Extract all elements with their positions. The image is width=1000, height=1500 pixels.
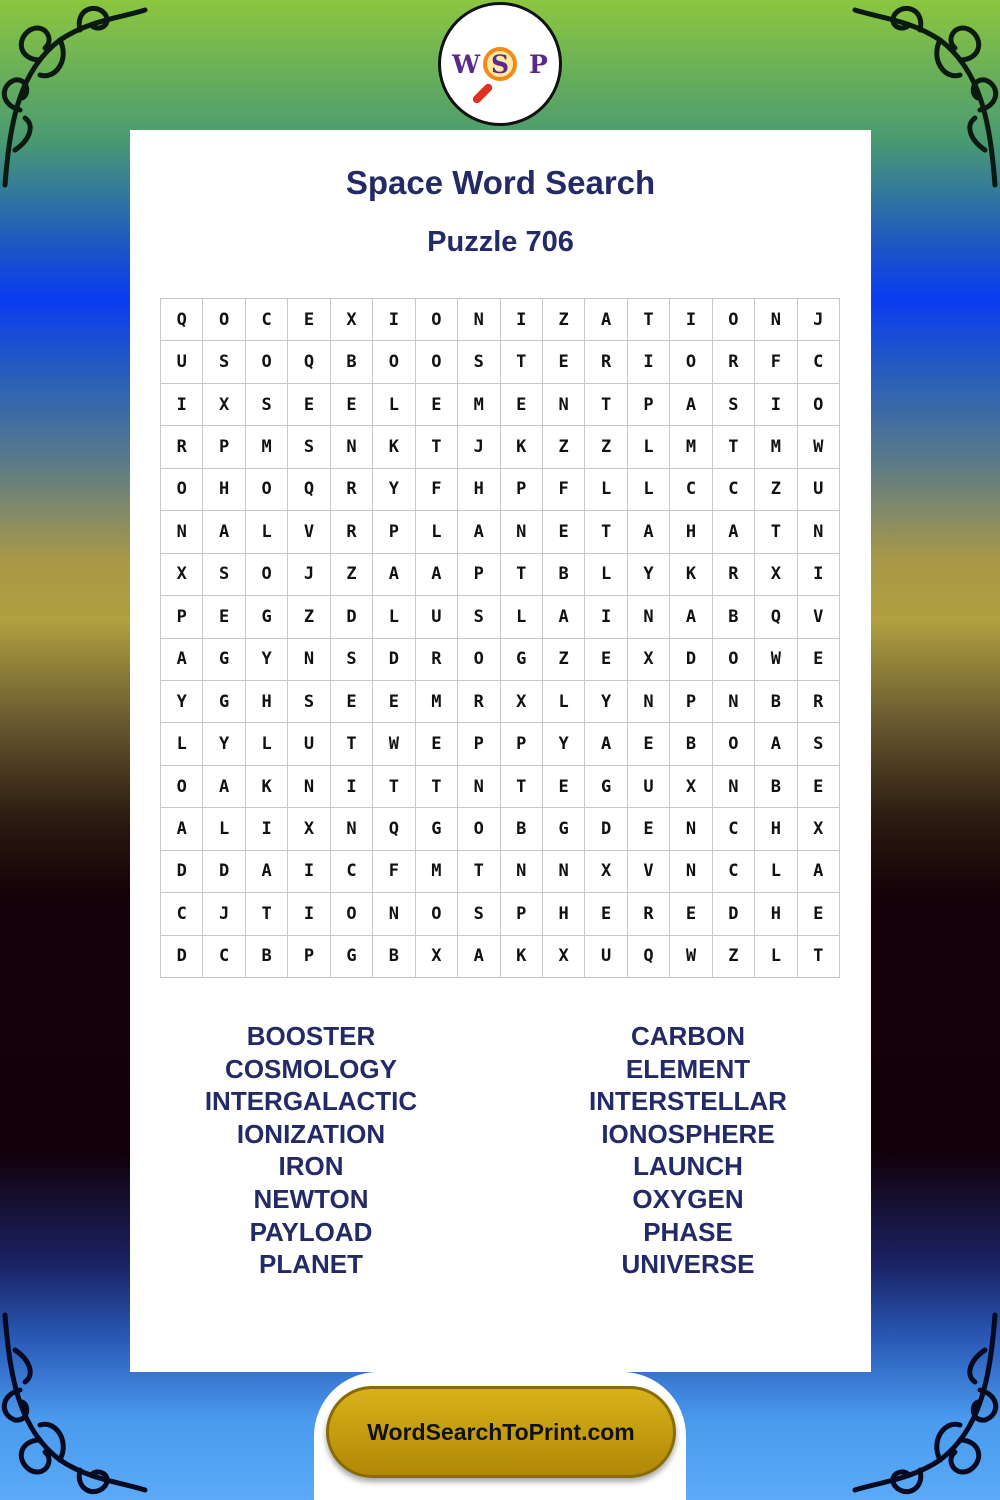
grid-cell[interactable]: Z	[543, 299, 585, 341]
grid-cell[interactable]: O	[331, 893, 373, 935]
grid-cell[interactable]: T	[416, 766, 458, 808]
grid-cell[interactable]: Z	[543, 426, 585, 468]
grid-cell[interactable]: X	[161, 554, 203, 596]
grid-cell[interactable]: A	[755, 723, 797, 765]
grid-cell[interactable]: G	[416, 808, 458, 850]
grid-cell[interactable]: F	[543, 469, 585, 511]
grid-cell[interactable]: L	[373, 384, 415, 426]
grid-cell[interactable]: I	[246, 808, 288, 850]
grid-cell[interactable]: Q	[628, 936, 670, 978]
grid-cell[interactable]: S	[458, 596, 500, 638]
grid-cell[interactable]: T	[458, 851, 500, 893]
grid-cell[interactable]: O	[246, 554, 288, 596]
grid-cell[interactable]: S	[458, 341, 500, 383]
grid-cell[interactable]: B	[755, 681, 797, 723]
word-list-right	[538, 1020, 838, 1281]
grid-cell[interactable]: H	[203, 469, 245, 511]
grid-cell[interactable]: S	[203, 554, 245, 596]
corner-ornament-icon	[850, 0, 1000, 190]
grid-cell[interactable]: M	[458, 384, 500, 426]
grid-cell[interactable]: B	[543, 554, 585, 596]
grid-cell[interactable]: E	[543, 341, 585, 383]
grid-cell[interactable]: X	[670, 766, 712, 808]
grid-cell[interactable]: E	[543, 511, 585, 553]
grid-cell[interactable]: D	[713, 893, 755, 935]
grid-cell[interactable]: S	[798, 723, 840, 765]
grid-cell[interactable]: R	[161, 426, 203, 468]
grid-cell[interactable]: U	[628, 766, 670, 808]
grid-cell[interactable]: E	[798, 639, 840, 681]
grid-cell[interactable]: C	[331, 851, 373, 893]
grid-cell[interactable]: Z	[288, 596, 330, 638]
grid-cell[interactable]: L	[755, 851, 797, 893]
grid-cell[interactable]: J	[798, 299, 840, 341]
grid-cell[interactable]: O	[246, 341, 288, 383]
magnifier-handle	[471, 82, 494, 105]
grid-cell[interactable]: B	[373, 936, 415, 978]
word-list-item: IONIZATION	[236, 1118, 386, 1149]
grid-cell[interactable]: T	[331, 723, 373, 765]
word-list-item: CARBON	[630, 1021, 746, 1051]
grid-cell[interactable]: U	[585, 936, 627, 978]
grid-cell[interactable]: N	[373, 893, 415, 935]
grid-cell[interactable]: O	[373, 341, 415, 383]
corner-ornament-icon	[850, 1310, 1000, 1500]
word-list-item: IONOSPHERE	[601, 1118, 775, 1149]
logo-letter-s: S	[491, 50, 510, 79]
grid-cell[interactable]: L	[543, 681, 585, 723]
grid-cell[interactable]: O	[798, 384, 840, 426]
grid-cell[interactable]: S	[331, 639, 373, 681]
grid-cell[interactable]: A	[161, 639, 203, 681]
grid-cell[interactable]: F	[416, 469, 458, 511]
grid-cell[interactable]: S	[458, 893, 500, 935]
grid-cell[interactable]: N	[670, 851, 712, 893]
grid-cell[interactable]: T	[628, 299, 670, 341]
grid-cell[interactable]: B	[713, 596, 755, 638]
grid-cell[interactable]: L	[628, 426, 670, 468]
grid-cell[interactable]: R	[416, 639, 458, 681]
grid-cell[interactable]: Z	[331, 554, 373, 596]
grid-cell[interactable]: A	[203, 766, 245, 808]
grid-cell[interactable]: O	[161, 766, 203, 808]
grid-cell[interactable]: M	[246, 426, 288, 468]
grid-cell[interactable]: H	[246, 681, 288, 723]
grid-cell[interactable]: E	[501, 384, 543, 426]
grid-cell[interactable]: X	[628, 639, 670, 681]
grid-cell[interactable]: G	[501, 639, 543, 681]
grid-cell[interactable]: T	[585, 511, 627, 553]
grid-cell[interactable]: Q	[288, 469, 330, 511]
grid-cell[interactable]: P	[628, 384, 670, 426]
grid-cell[interactable]: C	[246, 299, 288, 341]
grid-cell[interactable]: E	[416, 384, 458, 426]
grid-cell[interactable]: Y	[161, 681, 203, 723]
grid-cell[interactable]: N	[288, 639, 330, 681]
grid-cell[interactable]: D	[585, 808, 627, 850]
word-list-item: BOOSTER	[246, 1021, 376, 1051]
grid-cell[interactable]: T	[501, 554, 543, 596]
grid-cell[interactable]: E	[628, 723, 670, 765]
grid-cell[interactable]: C	[713, 851, 755, 893]
grid-cell[interactable]: Z	[585, 426, 627, 468]
grid-cell[interactable]: R	[331, 469, 373, 511]
grid-cell[interactable]: X	[543, 936, 585, 978]
grid-cell[interactable]: E	[331, 681, 373, 723]
grid-cell[interactable]: Q	[373, 808, 415, 850]
grid-cell[interactable]: R	[713, 341, 755, 383]
grid-cell[interactable]: I	[585, 596, 627, 638]
grid-cell[interactable]: M	[416, 851, 458, 893]
grid-cell[interactable]: E	[798, 893, 840, 935]
grid-cell[interactable]: X	[203, 384, 245, 426]
grid-cell[interactable]: B	[755, 766, 797, 808]
grid-cell[interactable]: T	[501, 341, 543, 383]
grid-cell[interactable]: H	[755, 893, 797, 935]
grid-cell[interactable]: K	[670, 554, 712, 596]
grid-cell[interactable]: C	[670, 469, 712, 511]
grid-cell[interactable]: K	[246, 766, 288, 808]
grid-cell[interactable]: I	[670, 299, 712, 341]
letter-grid	[160, 298, 840, 978]
grid-cell[interactable]: L	[585, 469, 627, 511]
grid-cell[interactable]: X	[288, 808, 330, 850]
grid-cell[interactable]: H	[458, 469, 500, 511]
grid-cell[interactable]: O	[161, 469, 203, 511]
grid-cell[interactable]: O	[458, 808, 500, 850]
grid-cell[interactable]: I	[161, 384, 203, 426]
grid-cell[interactable]: S	[288, 426, 330, 468]
grid-cell[interactable]: L	[246, 723, 288, 765]
grid-cell[interactable]: P	[670, 681, 712, 723]
grid-cell[interactable]: D	[670, 639, 712, 681]
grid-cell[interactable]: G	[331, 936, 373, 978]
grid-cell[interactable]: N	[501, 511, 543, 553]
grid-cell[interactable]: Y	[203, 723, 245, 765]
grid-cell[interactable]: N	[628, 596, 670, 638]
grid-cell[interactable]: O	[713, 723, 755, 765]
grid-cell[interactable]: K	[501, 936, 543, 978]
grid-cell[interactable]: Y	[628, 554, 670, 596]
grid-cell[interactable]: T	[373, 766, 415, 808]
grid-cell[interactable]: G	[203, 639, 245, 681]
grid-cell[interactable]: G	[246, 596, 288, 638]
grid-cell[interactable]: A	[416, 554, 458, 596]
grid-cell[interactable]: P	[501, 469, 543, 511]
grid-cell[interactable]: S	[288, 681, 330, 723]
grid-cell[interactable]: X	[416, 936, 458, 978]
grid-cell[interactable]: G	[543, 808, 585, 850]
grid-cell[interactable]: C	[798, 341, 840, 383]
word-list-item: LAUNCH	[633, 1151, 743, 1182]
grid-cell[interactable]: C	[713, 469, 755, 511]
grid-cell[interactable]: A	[585, 299, 627, 341]
grid-cell[interactable]: E	[288, 384, 330, 426]
grid-cell[interactable]: L	[203, 808, 245, 850]
grid-cell[interactable]: K	[501, 426, 543, 468]
grid-cell[interactable]: C	[203, 936, 245, 978]
word-list-item: PHASE	[643, 1216, 733, 1247]
word-list-item: IRON	[278, 1151, 344, 1182]
grid-cell[interactable]: P	[458, 554, 500, 596]
grid-cell[interactable]: K	[373, 426, 415, 468]
grid-cell[interactable]: I	[628, 341, 670, 383]
word-list-left	[161, 1020, 461, 1281]
grid-cell[interactable]: P	[501, 893, 543, 935]
grid-cell[interactable]: O	[713, 299, 755, 341]
grid-cell[interactable]: T	[246, 893, 288, 935]
grid-cell[interactable]: O	[203, 299, 245, 341]
grid-cell[interactable]: S	[713, 384, 755, 426]
grid-cell[interactable]: I	[755, 384, 797, 426]
grid-cell[interactable]: P	[203, 426, 245, 468]
grid-cell[interactable]: O	[458, 639, 500, 681]
grid-cell[interactable]: I	[288, 851, 330, 893]
grid-cell[interactable]: N	[713, 681, 755, 723]
grid-cell[interactable]: E	[628, 808, 670, 850]
grid-cell[interactable]: N	[458, 299, 500, 341]
grid-cell[interactable]: E	[416, 723, 458, 765]
grid-cell[interactable]: I	[501, 299, 543, 341]
grid-cell[interactable]: T	[501, 766, 543, 808]
grid-cell[interactable]: Q	[161, 299, 203, 341]
grid-cell[interactable]: L	[246, 511, 288, 553]
logo-letter-w: W	[452, 50, 481, 79]
grid-cell[interactable]: I	[798, 554, 840, 596]
grid-cell[interactable]: E	[373, 681, 415, 723]
grid-cell[interactable]: T	[416, 426, 458, 468]
grid-cell[interactable]: X	[755, 554, 797, 596]
grid-cell[interactable]: U	[416, 596, 458, 638]
grid-cell[interactable]: C	[161, 893, 203, 935]
grid-cell[interactable]: B	[331, 341, 373, 383]
grid-cell[interactable]: L	[501, 596, 543, 638]
word-list-item: OXYGEN	[632, 1183, 744, 1214]
grid-cell[interactable]: J	[288, 554, 330, 596]
grid-cell[interactable]: T	[585, 384, 627, 426]
grid-cell[interactable]: U	[288, 723, 330, 765]
grid-cell[interactable]: E	[288, 299, 330, 341]
word-list-item: INTERGALACTIC	[204, 1086, 418, 1117]
grid-cell[interactable]: X	[585, 851, 627, 893]
grid-cell[interactable]: T	[713, 426, 755, 468]
grid-cell[interactable]: Y	[373, 469, 415, 511]
grid-cell[interactable]: Y	[585, 681, 627, 723]
grid-cell[interactable]: U	[798, 469, 840, 511]
grid-cell[interactable]: N	[543, 851, 585, 893]
grid-cell[interactable]: N	[798, 511, 840, 553]
grid-cell[interactable]: T	[755, 511, 797, 553]
grid-cell[interactable]: N	[670, 808, 712, 850]
grid-cell[interactable]: D	[203, 851, 245, 893]
grid-cell[interactable]: I	[331, 766, 373, 808]
grid-cell[interactable]: R	[331, 511, 373, 553]
grid-cell[interactable]: O	[416, 341, 458, 383]
grid-cell[interactable]: M	[416, 681, 458, 723]
grid-cell[interactable]: E	[543, 766, 585, 808]
grid-cell[interactable]: S	[203, 341, 245, 383]
grid-cell[interactable]: X	[798, 808, 840, 850]
website-button[interactable]	[326, 1386, 676, 1478]
grid-cell[interactable]: W	[373, 723, 415, 765]
grid-cell[interactable]: E	[203, 596, 245, 638]
grid-cell[interactable]: B	[501, 808, 543, 850]
grid-cell[interactable]: O	[246, 469, 288, 511]
grid-cell[interactable]: E	[798, 766, 840, 808]
grid-cell[interactable]: V	[628, 851, 670, 893]
grid-cell[interactable]: L	[628, 469, 670, 511]
grid-cell[interactable]: M	[755, 426, 797, 468]
word-list-item: INTERSTELLAR	[589, 1086, 787, 1117]
grid-cell[interactable]: A	[203, 511, 245, 553]
grid-cell[interactable]: R	[628, 893, 670, 935]
grid-cell[interactable]: F	[373, 851, 415, 893]
grid-cell[interactable]: A	[670, 384, 712, 426]
grid-cell[interactable]: E	[670, 893, 712, 935]
word-list-item: UNIVERSE	[621, 1249, 755, 1280]
grid-cell[interactable]: F	[755, 341, 797, 383]
grid-cell[interactable]: N	[628, 681, 670, 723]
grid-cell[interactable]: H	[755, 808, 797, 850]
grid-cell[interactable]: P	[458, 723, 500, 765]
page-title: Space Word Search	[345, 164, 656, 201]
grid-cell[interactable]: N	[331, 808, 373, 850]
grid-cell[interactable]: A	[458, 511, 500, 553]
grid-cell[interactable]: L	[161, 723, 203, 765]
grid-cell[interactable]: Y	[543, 723, 585, 765]
grid-cell[interactable]: A	[798, 851, 840, 893]
grid-cell[interactable]: P	[161, 596, 203, 638]
grid-cell[interactable]: L	[585, 554, 627, 596]
grid-cell[interactable]: A	[161, 808, 203, 850]
grid-cell[interactable]: I	[373, 299, 415, 341]
grid-cell[interactable]: D	[331, 596, 373, 638]
word-list-item: ELEMENT	[625, 1053, 751, 1084]
grid-cell[interactable]: R	[458, 681, 500, 723]
grid-cell[interactable]: T	[798, 936, 840, 978]
grid-cell[interactable]: N	[501, 851, 543, 893]
grid-cell[interactable]: P	[288, 936, 330, 978]
grid-cell[interactable]: D	[161, 936, 203, 978]
grid-cell[interactable]: E	[331, 384, 373, 426]
grid-cell[interactable]: G	[203, 681, 245, 723]
grid-cell[interactable]: N	[755, 299, 797, 341]
grid-cell[interactable]: R	[798, 681, 840, 723]
word-list-item: NEWTON	[253, 1183, 369, 1214]
grid-cell[interactable]: A	[628, 511, 670, 553]
website-label: WordSearchToPrint.com	[367, 1418, 635, 1445]
puzzle-number: Puzzle 706	[427, 226, 574, 258]
grid-cell[interactable]: L	[373, 596, 415, 638]
grid-cell[interactable]: R	[585, 341, 627, 383]
grid-cell[interactable]: B	[670, 723, 712, 765]
grid-cell[interactable]: S	[246, 384, 288, 426]
grid-cell[interactable]: X	[501, 681, 543, 723]
word-list-item: PAYLOAD	[249, 1216, 373, 1247]
corner-ornament-icon	[0, 1310, 150, 1500]
grid-cell[interactable]: E	[585, 893, 627, 935]
grid-cell[interactable]: A	[585, 723, 627, 765]
grid-cell[interactable]: E	[585, 639, 627, 681]
grid-cell[interactable]: B	[246, 936, 288, 978]
puzzle-card	[130, 130, 871, 1372]
grid-cell[interactable]: U	[161, 341, 203, 383]
grid-cell[interactable]: N	[331, 426, 373, 468]
grid-cell[interactable]: D	[373, 639, 415, 681]
corner-ornament-icon	[0, 0, 150, 190]
grid-cell[interactable]: N	[543, 384, 585, 426]
grid-cell[interactable]: A	[458, 936, 500, 978]
grid-cell[interactable]: Q	[755, 596, 797, 638]
grid-cell[interactable]: D	[161, 851, 203, 893]
grid-cell[interactable]: W	[798, 426, 840, 468]
grid-cell[interactable]: J	[203, 893, 245, 935]
grid-cell[interactable]: A	[713, 511, 755, 553]
grid-cell[interactable]: A	[246, 851, 288, 893]
word-list-item: COSMOLOGY	[225, 1053, 397, 1084]
grid-cell[interactable]: A	[543, 596, 585, 638]
grid-cell[interactable]: J	[458, 426, 500, 468]
grid-cell[interactable]: I	[288, 893, 330, 935]
grid-cell[interactable]: O	[416, 893, 458, 935]
grid-cell[interactable]: A	[373, 554, 415, 596]
grid-cell[interactable]: N	[161, 511, 203, 553]
grid-cell[interactable]: P	[501, 723, 543, 765]
grid-cell[interactable]: H	[543, 893, 585, 935]
grid-cell[interactable]: L	[416, 511, 458, 553]
grid-cell[interactable]: Y	[246, 639, 288, 681]
grid-cell[interactable]: W	[755, 639, 797, 681]
grid-cell[interactable]: Z	[755, 469, 797, 511]
grid-cell[interactable]: G	[585, 766, 627, 808]
grid-cell[interactable]: Z	[543, 639, 585, 681]
grid-cell[interactable]: O	[713, 639, 755, 681]
grid-cell[interactable]: N	[288, 766, 330, 808]
grid-cell[interactable]: O	[670, 341, 712, 383]
grid-cell[interactable]: V	[288, 511, 330, 553]
grid-cell[interactable]: A	[670, 596, 712, 638]
grid-cell[interactable]: R	[713, 554, 755, 596]
grid-cell[interactable]: N	[713, 766, 755, 808]
word-list-item: PLANET	[259, 1249, 363, 1280]
grid-cell[interactable]: V	[798, 596, 840, 638]
grid-cell[interactable]: L	[755, 936, 797, 978]
site-logo[interactable]	[438, 2, 562, 126]
grid-cell[interactable]: N	[458, 766, 500, 808]
grid-cell[interactable]: C	[713, 808, 755, 850]
grid-cell[interactable]: P	[373, 511, 415, 553]
grid-cell[interactable]: H	[670, 511, 712, 553]
grid-cell[interactable]: O	[416, 299, 458, 341]
logo-letter-p: P	[529, 50, 548, 79]
grid-cell[interactable]: X	[331, 299, 373, 341]
grid-cell[interactable]: Q	[288, 341, 330, 383]
grid-cell[interactable]: W	[670, 936, 712, 978]
grid-cell[interactable]: Z	[713, 936, 755, 978]
grid-cell[interactable]: M	[670, 426, 712, 468]
